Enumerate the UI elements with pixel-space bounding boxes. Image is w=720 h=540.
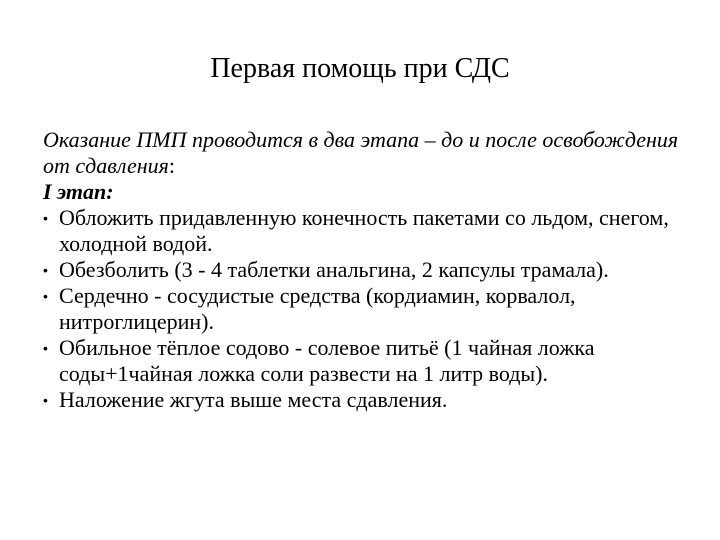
list-item-text: Обезболить (3 - 4 таблетки анальгина, 2 капсулы трамала). xyxy=(59,257,609,282)
slide-title: Первая помощь при СДС xyxy=(210,53,510,84)
list-item-text: Наложение жгута выше места сдавления. xyxy=(59,387,448,412)
list-item xyxy=(43,335,703,387)
list-item xyxy=(43,283,703,335)
bullet-icon: • xyxy=(43,392,48,408)
list-item-text: Обильное тёплое содово - солевое питьё (1 чайная ложка соды+1чайная ложка соли развести на 1 литр воды). xyxy=(59,335,595,386)
bullet-icon: • xyxy=(43,262,48,278)
bullet-list xyxy=(43,205,703,413)
list-item xyxy=(43,387,703,413)
intro-colon: : xyxy=(168,153,176,178)
list-item xyxy=(43,205,703,257)
slide-content xyxy=(43,127,703,413)
stage-label: I этап: xyxy=(43,179,114,204)
bullet-icon: • xyxy=(43,288,48,304)
intro-text xyxy=(43,127,703,179)
list-item-text: Сердечно - сосудистые средства (кордиамин, корвалол, нитроглицерин). xyxy=(59,283,576,334)
intro-italic: Оказание ПМП проводится в два этапа – до и после освобождения от сдавления xyxy=(43,127,679,178)
bullet-icon: • xyxy=(43,210,48,226)
list-item xyxy=(43,257,703,283)
bullet-icon: • xyxy=(43,340,48,356)
list-item-text: Обложить придавленную конечность пакетами со льдом, снегом, холодной водой. xyxy=(59,205,669,256)
